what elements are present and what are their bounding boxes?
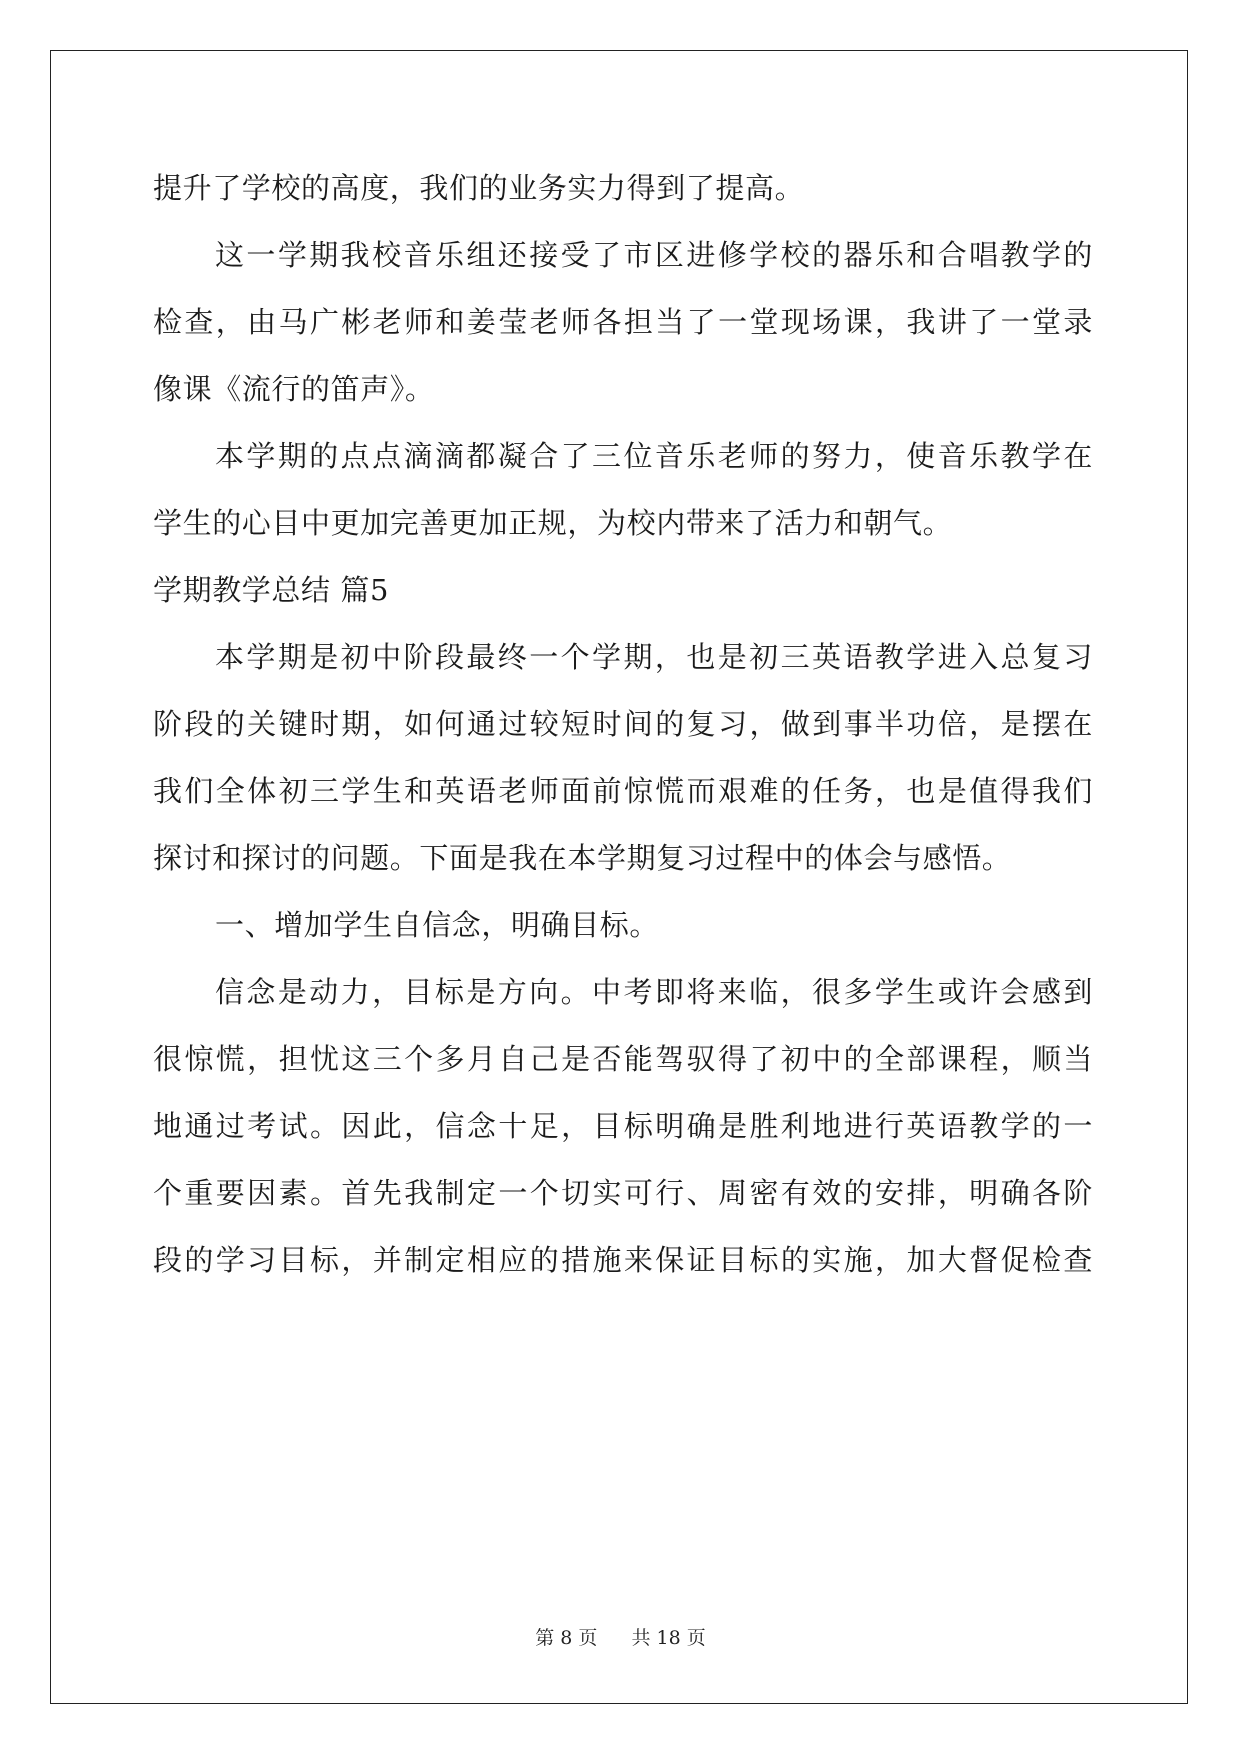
paragraph-line: 这一学期我校音乐组还接受了市区进修学校的器乐和合唱教学的 <box>215 238 1093 272</box>
paragraph-line: 提升了学校的高度，我们的业务实力得到了提高。 <box>153 171 805 205</box>
page-total: 共 18 页 <box>631 1627 706 1649</box>
section-heading: 学期教学总结 篇5 <box>153 573 390 607</box>
paragraph-line: 本学期的点点滴滴都凝合了三位音乐老师的努力，使音乐教学在 <box>215 439 1093 473</box>
paragraph-line: 个重要因素。首先我制定一个切实可行、周密有效的安排，明确各阶 <box>153 1176 1093 1210</box>
paragraph-line: 很惊慌，担忧这三个多月自己是否能驾驭得了初中的全部课程，顺当 <box>153 1042 1093 1076</box>
page-number: 第 8 页 <box>535 1627 598 1649</box>
paragraph-line: 我们全体初三学生和英语老师面前惊慌而艰难的任务，也是值得我们 <box>153 774 1093 808</box>
paragraph-line: 学生的心目中更加完善更加正规，为校内带来了活力和朝气。 <box>153 506 953 540</box>
paragraph-line: 阶段的关键时期，如何通过较短时间的复习，做到事半功倍，是摆在 <box>153 707 1093 741</box>
page-footer <box>0 1623 1241 1650</box>
paragraph-line: 信念是动力，目标是方向。中考即将来临，很多学生或许会感到 <box>215 975 1093 1009</box>
paragraph-line: 检查，由马广彬老师和姜莹老师各担当了一堂现场课，我讲了一堂录 <box>153 305 1093 339</box>
paragraph-line: 探讨和探讨的问题。下面是我在本学期复习过程中的体会与感悟。 <box>153 841 1012 875</box>
document-body <box>153 155 1093 1294</box>
paragraph-line: 一、增加学生自信念，明确目标。 <box>215 908 660 942</box>
paragraph-line: 像课《流行的笛声》。 <box>153 372 435 406</box>
paragraph-line: 段的学习目标，并制定相应的措施来保证目标的实施，加大督促检查 <box>153 1243 1093 1277</box>
paragraph-line: 本学期是初中阶段最终一个学期，也是初三英语教学进入总复习 <box>215 640 1093 674</box>
paragraph-line: 地通过考试。因此，信念十足，目标明确是胜利地进行英语教学的一 <box>153 1109 1093 1143</box>
